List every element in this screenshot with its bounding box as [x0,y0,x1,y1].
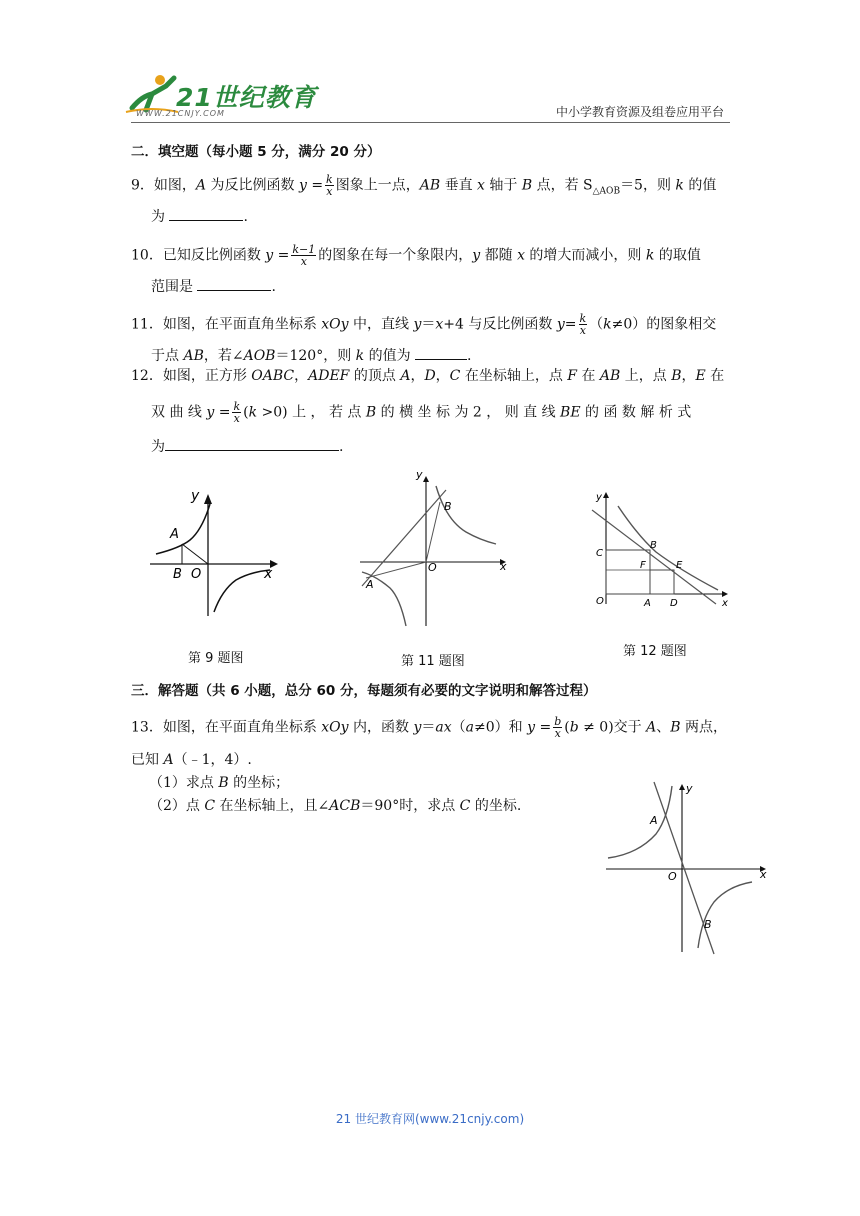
fig11-label-b: B [444,500,452,513]
q9-fraction: $\frac{k}{x}$ [326,173,333,198]
figure-13 [602,778,770,958]
q9-answer-blank[interactable] [169,206,243,221]
section2-title: 二．填空题（每小题 5 分，满分 20 分） [131,144,381,160]
header-divider [131,122,730,123]
fig11-label-a: A [366,578,374,591]
q10-answer-blank[interactable] [197,276,271,291]
q13-fraction: $\frac{b}{x}$ [554,715,562,740]
q10-line1: 10．已知反比例函数 y = $\frac{k-1}{x}$ 的图象在每一个象限内，y 都随 x 的增大而减小，则 k 的取值 [131,243,701,268]
fig13-label-x: x [760,868,767,881]
q13-line2: 已知 A（﹣1，4）. [131,752,252,768]
q11-line2: 于点 AB，若∠AOB＝120°，则 k 的值为 . [151,345,472,366]
q12-fraction: $\frac{k}{x}$ [233,400,241,425]
q12-line1: 12．如图，正方形 OABC，ADEF 的顶点 A，D，C 在坐标轴上，点 F 在 AB 上，点 B，E 在 [131,368,725,384]
fig12-label-c: C [596,548,603,559]
q13-part1: （1）求点 B 的坐标； [149,775,290,791]
logo-url: WWW.21CNJY.COM [136,109,225,118]
q11-line1: 11．如图，在平面直角坐标系 xOy 中，直线 y＝x+4 与反比例函数 y= $\frac{k}{x}$ （k≠0）的图象相交 [131,312,717,337]
fig9-label-y: y [191,488,200,504]
fig12-label-b: B [650,540,657,551]
section3-title: 三．解答题（共 6 小题，总分 60 分，每题须有必要的文字说明和解答过程） [131,683,597,699]
footer-link[interactable]: 21 世纪教育网(www.21cnjy.com) [335,1112,525,1126]
q12-line2: 双 曲 线 y = $\frac{k}{x}$ (k >0) 上 ， 若 点 B 的 横 坐 标 为 2 ， 则 直 线 BE 的 函 数 解 析 式 [151,400,692,425]
q10-line2: 范围是 . [151,276,276,297]
fig11-label-x: x [500,560,507,573]
q13-line1: 13．如图，在平面直角坐标系 xOy 内，函数 y＝ax（a≠0）和 y = $\frac{b}{x}$ (b ≠ 0)交于 A、B 两点， [131,715,727,740]
platform-name: 中小学教育资源及组卷应用平台 [555,105,724,119]
q9-line1: 9．如图，A 为反比例函数 y = $\frac{k}{x}$ 图象上一点，AB 垂直 x 轴于 B 点，若 $S_{\triangle AOB}=5$，则 k 的值 [131,173,717,198]
fig12-label-f: F [640,560,646,571]
fig12-label-o: O [596,596,604,607]
fig9-label-o: O [191,567,202,582]
q9-line2: 为 . [151,206,248,227]
figure-9 [146,482,282,618]
q12-line3: 为 . [151,436,343,457]
fig9-caption: 第 9 题图 [188,651,244,666]
fig11-caption: 第 11 题图 [401,654,465,669]
q13-part2: （2）点 C 在坐标轴上，且∠ACB＝90°时，求点 C 的坐标. [149,798,522,814]
fig9-label-b: B [173,567,182,582]
fig11-label-o: O [428,561,437,574]
fig12-label-a: A [644,598,651,609]
fig13-label-b: B [704,918,712,931]
fig13-label-a: A [650,814,658,827]
fig11-label-y: y [416,468,423,481]
fig9-label-a: A [170,527,179,542]
q11-answer-blank[interactable] [415,345,467,360]
logo-text: 21世纪教育 [176,83,317,112]
figure-12 [588,486,734,614]
fig12-label-e: E [676,560,683,571]
q10-fraction: $\frac{k-1}{x}$ [292,243,316,268]
fig12-caption: 第 12 题图 [623,644,687,659]
fig12-label-d: D [670,598,678,609]
q11-fraction: $\frac{k}{x}$ [579,312,587,337]
fig13-label-o: O [668,870,677,883]
fig13-label-y: y [686,782,693,795]
fig12-label-x: x [722,598,728,609]
fig9-label-x: x [264,566,273,582]
figure-11 [356,466,512,630]
q12-answer-blank[interactable] [165,436,339,451]
fig12-label-y: y [596,492,602,503]
